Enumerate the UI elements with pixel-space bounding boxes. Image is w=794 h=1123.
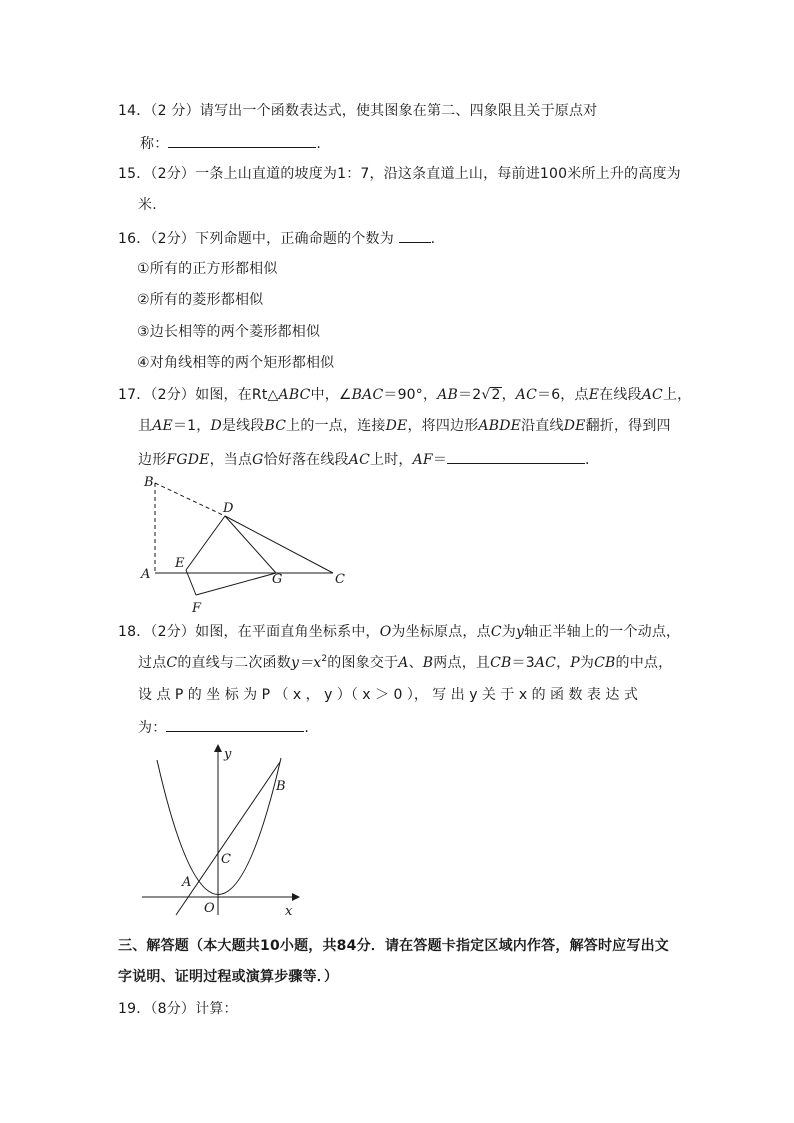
line-ab bbox=[176, 762, 280, 915]
q16-answer-blank[interactable] bbox=[399, 227, 431, 243]
q14-line2: 称： . bbox=[140, 132, 321, 154]
q17-line2: 且AE＝1，D是线段BC上的一点，连接DE，将四边形ABDE沿直线DE翻折，得到四 bbox=[138, 418, 671, 434]
q14-answer-blank[interactable] bbox=[168, 132, 316, 148]
q18-answer-blank[interactable] bbox=[166, 716, 304, 732]
segment-bd-dashed bbox=[155, 483, 225, 516]
section3-heading-line2: 字说明、证明过程或演算步骤等．） bbox=[118, 969, 339, 985]
label-origin-o: O bbox=[204, 901, 215, 916]
label-c: C bbox=[335, 572, 345, 587]
label-point-c: C bbox=[221, 852, 231, 867]
label-b: B bbox=[144, 475, 154, 490]
q17-answer-blank[interactable] bbox=[447, 448, 585, 464]
label-f: F bbox=[192, 601, 202, 616]
label-d: D bbox=[223, 501, 234, 516]
q19-line1: 19．（8分）计算： bbox=[118, 1001, 238, 1017]
q16-line1: 16．（2分）下列命题中，正确命题的个数为 . bbox=[118, 227, 435, 249]
label-point-b: B bbox=[276, 779, 286, 794]
q16-option-2: ②所有的菱形都相似 bbox=[137, 292, 264, 308]
q18-line3: 设 点 P 的 坐 标 为 P （ x ， y ）（ x ＞ 0 ）， 写 出 y 关 于 x 的 函 数 表 达 式 bbox=[138, 687, 638, 703]
segment-ef bbox=[186, 570, 196, 595]
section3-heading-line1: 三、解答题（本大题共10小题，共84分．请在答题卡指定区域内作答，解答时应写出文 bbox=[118, 938, 669, 954]
label-y-axis: y bbox=[224, 747, 232, 762]
q17-line1: 17．（2分）如图，在Rt△ABC中，∠BAC＝90°，AB＝2√2，AC＝6，点E在线段AC上， bbox=[118, 387, 692, 403]
q18-line2: 过点C的直线与二次函数$y=x^2$的图象交于A、B两点，且CB＝3AC，P为CB的中点， bbox=[138, 654, 673, 671]
q15-line1: 15．（2分）一条上山直道的坡度为1：7，沿这条直道上山，每前进100米所上升的高度为 bbox=[118, 166, 681, 182]
label-a: A bbox=[141, 567, 151, 582]
segment-fg bbox=[196, 573, 276, 595]
label-point-a: A bbox=[182, 875, 192, 890]
label-e: E bbox=[175, 556, 185, 571]
segment-dg bbox=[225, 516, 276, 573]
q14-line1: 14．（2 分）请写出一个函数表达式，使其图象在第二、四象限且关于原点对 bbox=[118, 103, 598, 119]
q16-option-3: ③边长相等的两个菱形都相似 bbox=[137, 324, 321, 340]
q15-line2: 米. bbox=[138, 197, 157, 213]
q16-option-1: ①所有的正方形都相似 bbox=[137, 261, 278, 277]
q18-line1: 18．（2分）如图，在平面直角坐标系中，O为坐标原点，点C为y轴正半轴上的一个动点， bbox=[118, 624, 681, 640]
label-g: G bbox=[272, 572, 283, 587]
q17-line3: 边形FGDE，当点G恰好落在线段AC上时，AF＝ . bbox=[138, 448, 590, 470]
segment-dc bbox=[225, 516, 333, 573]
q16-option-4: ④对角线相等的两个矩形都相似 bbox=[137, 355, 335, 371]
label-x-axis: x bbox=[285, 904, 293, 919]
parabola-curve bbox=[157, 758, 281, 895]
q17-geometry-figure bbox=[138, 472, 348, 618]
segment-de bbox=[186, 516, 225, 570]
q18-coordinate-figure bbox=[138, 740, 318, 922]
q18-line4: 为： . bbox=[138, 716, 309, 738]
